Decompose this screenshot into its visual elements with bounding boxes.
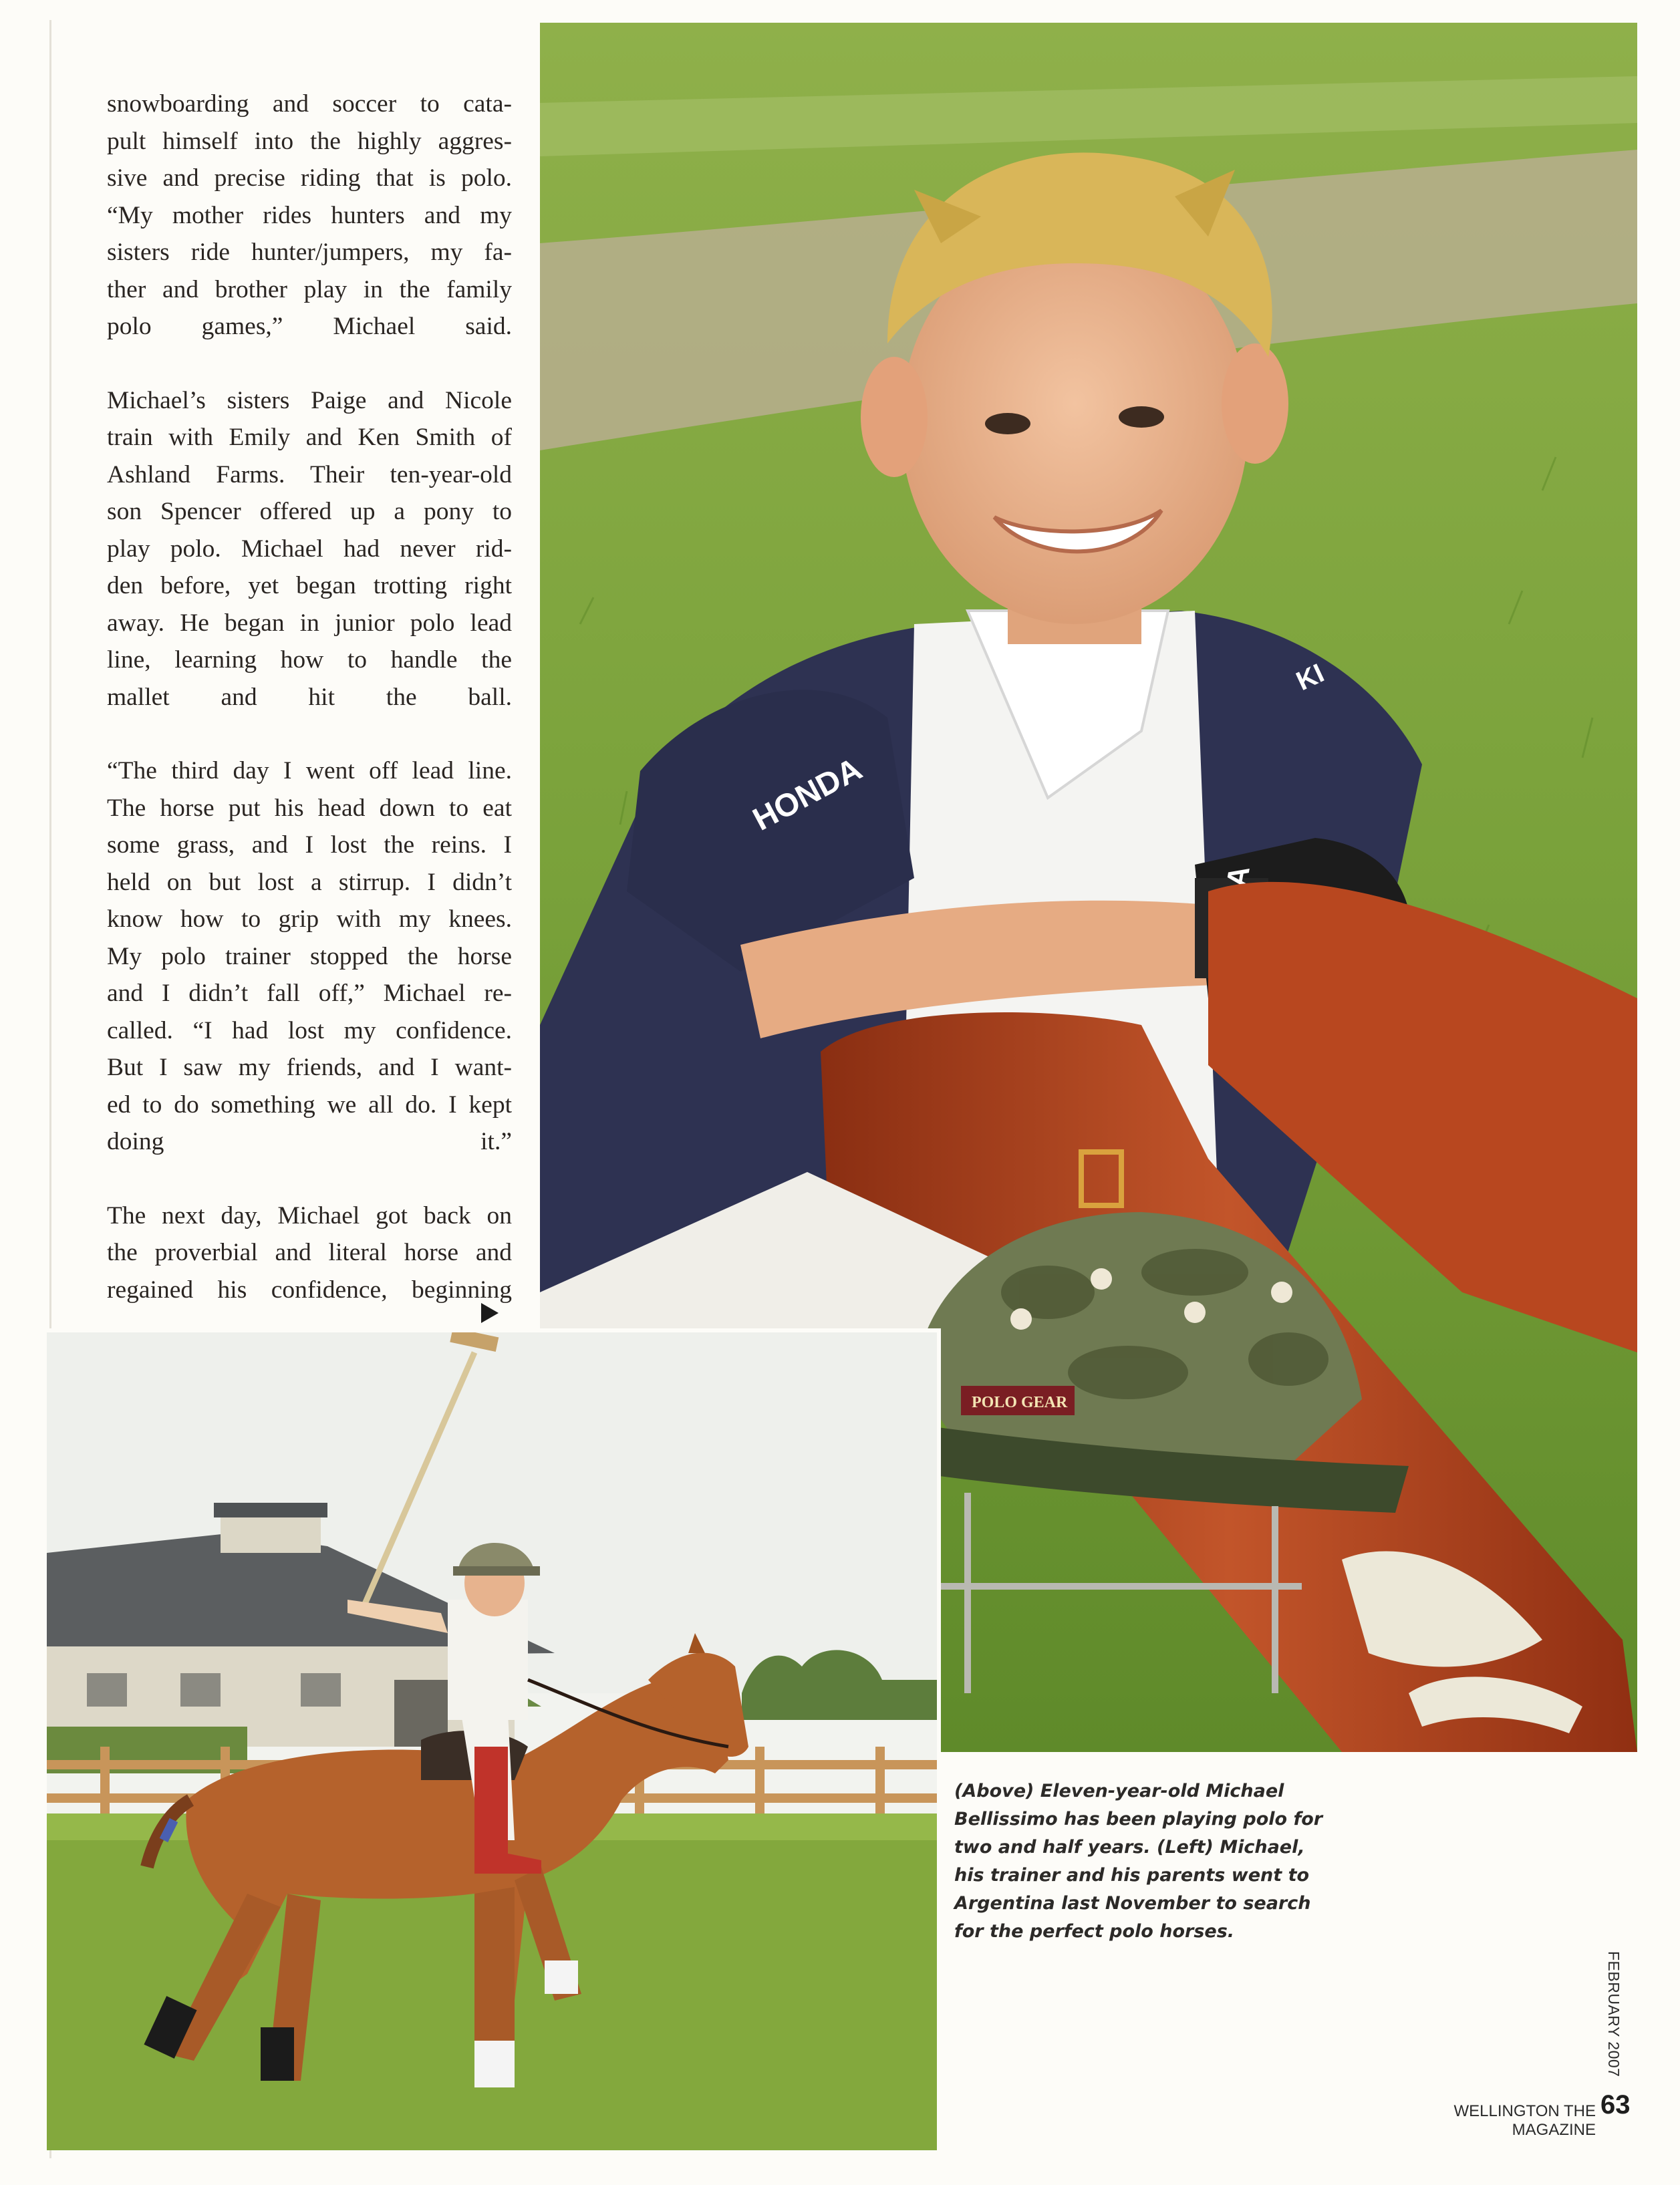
magazine-name: WELLINGTON THE MAGAZINE [1453, 2102, 1596, 2139]
shirt-logo-text: HONDA [747, 751, 868, 838]
helmet-label: POLO GEAR [972, 1394, 1068, 1411]
sleeve-text: KI [1292, 658, 1329, 697]
page-number: 63 [1600, 2090, 1631, 2120]
article-paragraph: “The third day I went off lead line. The horse put his head down to eat some grass, and I lost the reins. I held on but lost a stirrup. I didn’t know how to grip with my knees. My polo trainer stopped the horse and I didn’t fall off,” Michael re- called. “I had lost my confidence. But I saw my friends, and I want- ed to do something we all do. I kept doing it.” [107, 757, 512, 1155]
article-paragraph: The next day, Michael got back on the proverbial and literal horse and regained his confidence, beginning [107, 1201, 512, 1304]
issue-date: FEBRUARY 2007 [1605, 1951, 1623, 2077]
continue-arrow-icon [481, 1303, 499, 1323]
inset-photo-boy-riding-polo-horse [47, 1328, 941, 2150]
photo-caption: (Above) Eleven-year-old Michael Bellissimo has been playing polo for two and half years. (Left) Michael, his trainer and his parents went to Argentina last November to search for the perfect polo horses. [954, 1781, 1323, 1942]
article-paragraph: snowboarding and soccer to cata- pult himself into the highly aggres- sive and precise riding that is polo. “My mother rides hunters and my sisters ride hunter/jumpers, my fa- ther and brother play in the family polo games,” Michael said. [107, 90, 512, 340]
article-text-column [107, 86, 512, 1308]
article-paragraph: Michael’s sisters Paige and Nicole train with Emily and Ken Smith of Ashland Farms. Their ten-year-old son Spencer offered up a pony to play polo. Michael had never rid- den before, yet began trotting right away. He began in junior polo lead line, learning how to handle the mallet and hit the ball. [107, 386, 512, 711]
